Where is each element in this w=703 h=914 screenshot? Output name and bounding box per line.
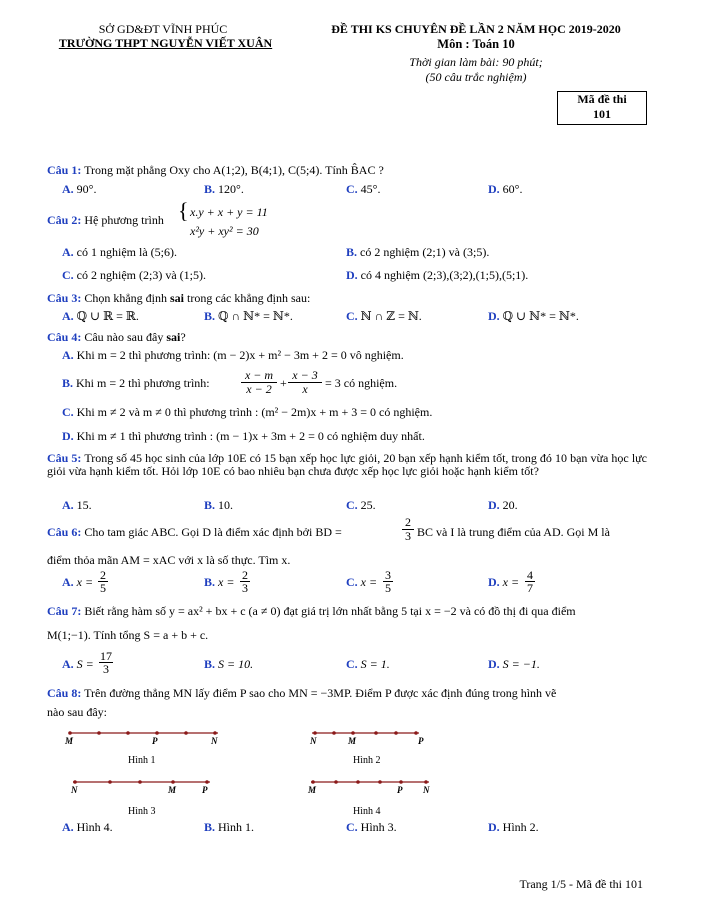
figures [55,722,655,822]
question-label: Câu 8: [47,686,82,700]
figure-4-point [378,780,382,784]
option-a[interactable]: A. Hình 4. [62,820,113,834]
figure-2-point [394,731,398,735]
question-text: Hệ phương trình [84,213,164,227]
option-c[interactable]: C. 25. [346,498,376,512]
denominator: 7 [527,581,533,595]
option-a-fraction [98,569,108,594]
figure-2-point [374,731,378,735]
page-footer: Trang 1/5 - Mã đề thi 101 [519,877,643,891]
option-c[interactable]: C. Khi m ≠ 2 và m ≠ 0 thì phương trình : (m² − 2m)x + m + 3 = 0 có nghiệm. [62,405,433,419]
question-count: (50 câu trắc nghiệm) [425,70,527,84]
exam-code-box [557,91,647,125]
question-text: Trên đường thẳng MN lấy điểm P sao cho MN = −3MP. Điểm P được xác định đúng trong hình vẽ [84,686,557,700]
fraction-2-denominator: x [302,382,308,396]
department-name: SỞ GD&ĐT VĨNH PHÚC [98,22,228,36]
option-d-fraction [525,569,535,594]
figure-2-label-p: P [418,736,424,746]
fraction-2-numerator: x − 3 [288,369,322,383]
question-text: Biết rằng hàm số y = ax² + bx + c (a ≠ 0) đạt giá trị lớn nhất bằng 5 tại x = −2 và có đồ thị đi qua điểm [84,604,576,618]
figure-2 [309,731,424,766]
question-text-cont: BC và I là trung điểm của AD. Gọi M là [417,525,610,539]
question-label: Câu 7: [47,604,82,618]
figure-3-point [171,780,175,784]
figure-1-point [68,731,72,735]
question-2 [47,213,647,228]
figure-4-label-n: N [423,785,430,795]
figure-2-caption: Hình 2 [353,755,381,766]
question-label: Câu 6: [47,525,82,539]
question-text: Trong số 45 học sinh của lớp 10E có 15 bạn xếp học lực giỏi, 20 bạn xếp hạnh kiểm tốt, trong đó 10 bạn vừa học lực giỏi vừa hạnh kiểm tốt. Hỏi lớp 10E có bao nhiêu bạn chưa được xếp học lực giỏi hoặc hạnh kiểm tốt? [47,451,647,478]
option-c[interactable]: C. Hình 3. [346,820,397,834]
question-3 [47,291,647,306]
figure-3-caption: Hình 3 [128,806,156,817]
option-a[interactable]: A. có 1 nghiệm là (5;6). [62,245,177,259]
figure-3-label-m: M [168,785,177,795]
option-b-fraction [240,569,250,594]
question-7-line2: M(1;−1). Tính tổng S = a + b + c. [47,628,209,642]
question-label: Câu 5: [47,451,82,465]
option-a[interactable]: A. x = [62,575,94,589]
figure-1-label-n: N [211,736,218,746]
question-text: Chọn khẳng định [84,291,171,305]
numerator: 2 [242,568,248,582]
option-b-tail: = 3 có nghiệm. [325,376,398,390]
figure-1-point [184,731,188,735]
option-c[interactable]: C. ℕ ∩ ℤ = ℕ. [346,309,422,323]
question-1 [47,163,647,178]
figure-4-label-p: P [397,785,403,795]
question-text-end: ? [180,330,186,344]
option-b[interactable]: B. 10. [204,498,234,512]
denominator: 3 [242,581,248,595]
figure-1-label-p: P [152,736,158,746]
figure-4-point [311,780,315,784]
figure-3 [70,780,210,817]
figure-2-point [351,731,355,735]
figure-1-label-m: M [65,736,74,746]
exam-time: Thời gian làm bài: 90 phút; [409,55,543,69]
figure-1-point [97,731,101,735]
plus-sign: + [280,376,287,390]
fraction-2 [288,369,322,396]
option-b[interactable]: B. ℚ ∩ ℕ* = ℕ*. [204,309,293,323]
option-a[interactable]: A. ℚ ∪ ℝ = ℝ. [62,309,139,323]
question-emphasis: sai [166,330,181,344]
numerator: 4 [527,568,533,582]
option-a[interactable]: A. 15. [62,498,92,512]
figure-1-caption: Hình 1 [128,755,156,766]
option-b[interactable]: B. x = [204,575,235,589]
figure-1-point [213,731,217,735]
denominator: 5 [100,581,106,595]
option-b[interactable]: B. 120°. [204,182,244,196]
option-a[interactable]: A. S = [62,657,94,671]
figure-3-label-p: P [202,785,208,795]
system-equation-2: x²y + xy² = 30 [190,224,259,238]
question-7 [47,604,647,619]
option-d[interactable]: D. Khi m ≠ 1 thì phương trình : (m − 1)x + 3m + 2 = 0 có nghiệm duy nhất. [62,429,425,443]
numerator: 3 [385,568,391,582]
question-text-end: trong các khẳng định sau: [184,291,311,305]
figure-4-point [399,780,403,784]
question-text: Cho tam giác ABC. Gọi D là điểm xác định bởi BD = [84,525,342,539]
fraction-q6 [402,516,414,543]
option-b[interactable]: B. Hình 1. [204,820,255,834]
question-8-line2: nào sau đây: [47,705,107,719]
numerator: 17 [100,649,112,663]
option-a[interactable]: A. Khi m = 2 thì phương trình: (m − 2)x + m² − 3m + 2 = 0 vô nghiệm. [62,348,404,362]
figure-4-label-m: M [308,785,317,795]
fraction-numerator: 2 [402,516,414,530]
fraction-1-denominator: x − 2 [246,382,272,396]
figure-4-point [334,780,338,784]
figure-2-point [414,731,418,735]
question-emphasis: sai [170,291,185,305]
option-b[interactable]: B. Khi m = 2 thì phương trình: [62,376,210,390]
option-c[interactable]: C. x = [346,575,378,589]
figure-1 [64,731,218,766]
option-d[interactable]: D. 20. [488,498,518,512]
option-a-fraction [99,650,113,675]
question-label: Câu 4: [47,330,82,344]
figure-4-point [356,780,360,784]
figure-1-point [155,731,159,735]
option-c[interactable]: C. có 2 nghiệm (2;3) và (1;5). [62,268,206,282]
option-d[interactable]: D. ℚ ∪ ℕ* = ℕ*. [488,309,579,323]
fraction-1-numerator: x − m [241,369,277,383]
question-label: Câu 1: [47,163,82,177]
exam-code-label: Mã đề thi [577,92,627,106]
numerator: 2 [100,568,106,582]
question-5 [47,452,647,478]
figure-3-point [73,780,77,784]
figure-1-point [126,731,130,735]
question-4 [47,330,647,345]
exam-title: ĐỀ THI KS CHUYÊN ĐỀ LẦN 2 NĂM HỌC 2019-2020 [331,22,621,36]
figure-2-point [313,731,317,735]
system-equation-1: x.y + x + y = 11 [190,205,268,219]
exam-subject: Môn : Toán 10 [437,37,515,51]
question-label: Câu 3: [47,291,82,305]
figure-3-point [138,780,142,784]
question-8 [47,686,647,701]
option-d[interactable]: D. Hình 2. [488,820,539,834]
denominator: 5 [385,581,391,595]
option-d[interactable]: D. 60°. [488,182,523,196]
figure-2-point [332,731,336,735]
figure-3-label-n: N [71,785,78,795]
exam-code: 101 [593,107,611,121]
option-c[interactable]: C. 45°. [346,182,381,196]
figure-2-label-m: M [348,736,357,746]
school-name: TRƯỜNG THPT NGUYỄN VIẾT XUÂN [58,36,273,50]
figure-4-caption: Hình 4 [353,806,381,817]
option-b[interactable]: B. có 2 nghiệm (2;1) và (3;5). [346,245,490,259]
system-brace: { [178,198,189,223]
option-c[interactable]: C. S = 1. [346,657,390,671]
question-6-line2: điểm thỏa mãn AM = xAC với x là số thực. Tìm x. [47,553,291,567]
question-text: Trong mặt phẳng Oxy cho A(1;2), B(4;1), C(5;4). Tính B̂AC ? [84,163,384,177]
figure-4 [307,780,430,817]
figure-4-point [424,780,428,784]
option-d[interactable]: D. S = −1. [488,657,540,671]
question-text: Câu nào sau đây [84,330,167,344]
option-b[interactable]: B. S = 10. [204,657,254,671]
figure-3-point [108,780,112,784]
question-label: Câu 2: [47,213,82,227]
fraction-denominator: 3 [405,529,411,543]
option-d[interactable]: D. có 4 nghiệm (2;3),(3;2),(1;5),(5;1). [346,268,529,282]
option-d[interactable]: D. x = [488,575,520,589]
option-c-fraction [383,569,393,594]
option-a[interactable]: A. 90°. [62,182,97,196]
figure-3-point [205,780,209,784]
denominator: 3 [103,662,109,676]
fraction-1 [241,369,277,396]
figure-2-label-n: N [310,736,317,746]
